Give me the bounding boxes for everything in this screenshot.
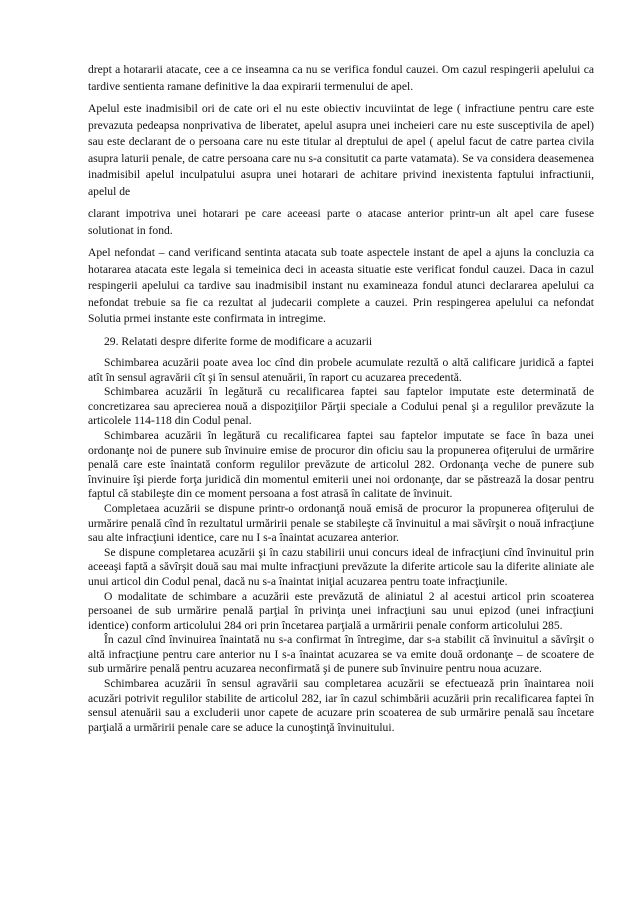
paragraph-new-ordinance: Schimbarea acuzării în legătură cu recalificarea faptei sau faptelor imputate se face în baza unei ordonanţe noi de punere sub învinuire emise de procuror din oficiu sau la propunerea ofiţerului de urmărire penală care este înaintată conform regulilor prevăzute de articolul 282. Ordonanţa veche de punere sub învinuire îşi pierde forţa juridică din momentul emiterii unei noi ordonanţe, dar se păstrează la dosar pentru faptul că stabileşte din ce moment persoana a fost atrasă în calitate de învinuit. — [88, 428, 594, 501]
paragraph-requalification: Schimbarea acuzării în legătură cu recalificarea faptei sau faptelor imputate este determinată de concretizarea sau aprecierea nouă a dispoziţiilor Părţii speciale a Codului penal şi a regulilor prevăzute la articolele 114-118 din Codul penal. — [88, 385, 594, 428]
section-heading-29: 29. Relatati despre diferite forme de modificare a acuzarii — [104, 334, 373, 348]
paragraph-appeal-unfounded: Apel nefondat – cand verificand sentinta atacata sub toate aspectele instant de apel a ajuns la concluzia ca hotararea atacata este legala si temeinica deci in aceasta situatie este verificat fondul cauzei. Daca in cazul respingerii apelului ca tardive sau inadmisibil instant nu examineaza fondul atunci declararea apelului ca nefondat trebuie sa fie ca rezultat al judecarii complete a cauzei. Prin respingerea apelului ca nefondat Solutia prmei instante este confirmata in intregime. — [88, 246, 594, 325]
paragraph-appeal-inadmissible-cont: clarant impotriva unei hotarari pe care aceeasi parte o atacase anterior printr-un alt apel care fusese solutionat in fond. — [88, 207, 594, 237]
paragraph-ideal-concurrence: Se dispune completarea acuzării şi în cazu stabilirii unui concurs ideal de infracţiuni cînd învinuitul prin aceeaşi faptă a săvîrşit două sau mai multe infracţiuni prevăzute la diferite articole sau la diferite aliniate ale unui articol din Codul penal, dacă nu s-a înaintat iniţial acuzarea pentru toate infracţiunile. — [88, 545, 594, 588]
paragraph-change-accusation: Schimbarea acuzării poate avea loc cînd din probele acumulate rezultă o altă calificare juridică a faptei atît în sensul agravării cît şi în sensul atenuării, în raport cu acuzarea precedentă. — [88, 356, 594, 384]
paragraph-aggravation: Schimbarea acuzării în sensul agravării sau completarea acuzării se efectuează prin înaintarea noii acuzări potrivit regulilor stabilite de articolul 282, iar în cazul schimbării acuzării prin recalificarea faptei în sensul atenuării sau a excluderii unor capete de acuzare prin scoaterea de sub urmărire penală sau încetare parţială a urmăririi penale care se aduce la cunoştinţă învinuitului. — [88, 677, 594, 734]
paragraph-appeal-rejection-end: drept a hotararii atacate, cee a ce inseamna ca nu se verifica fondul cauzei. Om cazul respingerii apelului ca tardive sentienta ramane definitive la daa expirarii termenului de apel. — [88, 63, 594, 93]
document-page — [88, 62, 594, 735]
paragraph-partial-removal: O modalitate de schimbare a acuzării este prevăzută de aliniatul 2 al acestui articol prin scoaterea persoanei de sub urmărire penală parţial în privinţa unei infracţiuni sau unui epizod (unei infracţiuni identice) conform articolului 284 ori prin încetarea parţială a urmăririi penale conform articolului 285. — [88, 589, 594, 632]
paragraph-appeal-inadmissible: Apelul este inadmisibil ori de cate ori el nu este obiectiv incuviintat de lege ( infractiune pentru care este prevazuta pedeapsa nonprivativa de liberatet, apelul asupra unei incheieri care nu este susceptivila de apel) sau este declarant de o persoana care nu este titular al dreptului de apel ( apelul facut de catre partea civila asupra laturii penale, de catre persoana care nu s-a consitutit ca parte vatamata). Se va considera deasemenea inadmisibil apelul inculpatului asupra unei hotarari de achitare privind inexistenta faptului infractiunii, apelul de — [88, 102, 594, 198]
paragraph-two-ordinances: În cazul cînd învinuirea înaintată nu s-a confirmat în întregime, dar s-a stabilit că învinuitul a săvîrşit o altă infracţiune pentru care anterior nu I s-a înaintat acuzarea se va emite două ordonanţe – de scoatere de sub urmărire penală pentru acuzarea neconfirmată şi de punere sub învinuire pentru noua acuzare. — [88, 633, 594, 676]
paragraph-completion: Completaea acuzării se dispune printr-o ordonanţă nouă emisă de procuror la propunerea ofiţerului de urmărire penală cînd în rezultatul urmăririi penale se stabileşte că învinuitul a mai săvîrşit o nouă infracţiune sau alte infracţiuni identice, care nu I s-a înaintat acuzarea anterior. — [88, 501, 594, 545]
